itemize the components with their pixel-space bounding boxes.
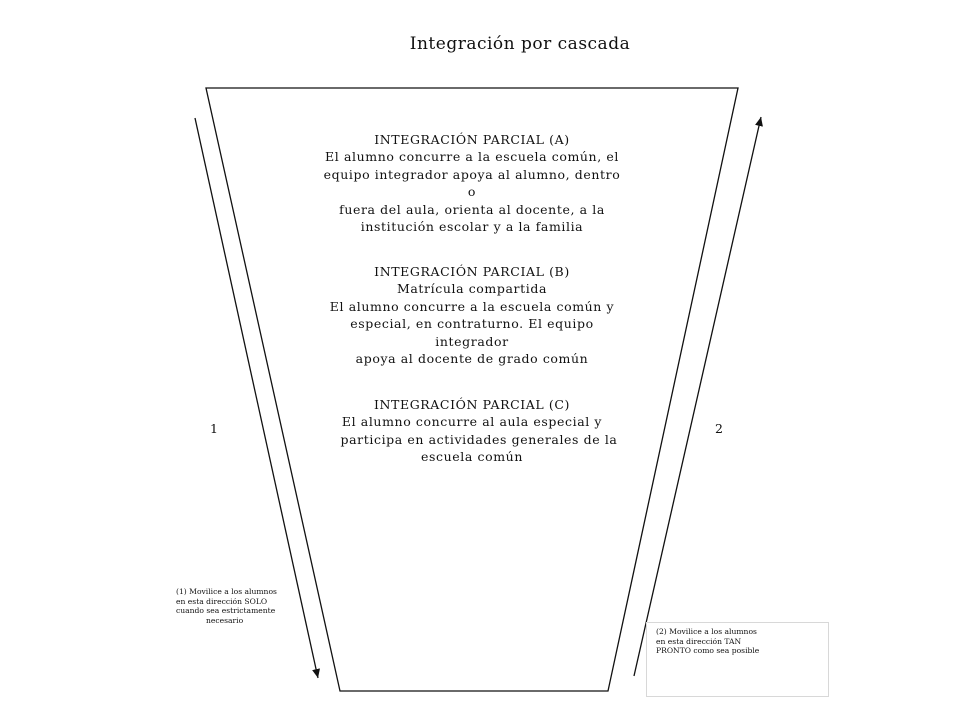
level-b-line: apoya al docente de grado común xyxy=(355,351,589,367)
level-c-line: escuela común xyxy=(421,449,523,465)
level-a-line: El alumno concurre a la escuela común, el xyxy=(325,149,619,165)
right-note-line: PRONTO como sea posible xyxy=(656,646,760,656)
left-note xyxy=(176,587,277,625)
level-a-line: fuera del aula, orienta al docente, a la xyxy=(339,201,605,217)
level-a-line: equipo integrador apoya al alumno, dentro xyxy=(323,166,621,182)
level-c-heading: INTEGRACIÓN PARCIAL (C) xyxy=(373,397,571,412)
left-note-line: cuando sea estrictamente xyxy=(176,606,276,616)
level-b-line: especial, en contraturno. El equipo xyxy=(350,316,594,332)
level-c-line: participa en actividades generales de la xyxy=(340,431,618,447)
level-b-line: integrador xyxy=(435,333,509,349)
right-note-line: (2) Movilice a los alumnos xyxy=(656,627,757,636)
diagram-title: Integración por cascada xyxy=(409,34,631,54)
arrow-1-label: 1 xyxy=(210,421,218,436)
left-note-line: en esta dirección SOLO xyxy=(176,596,268,606)
level-c-block xyxy=(300,396,644,466)
right-note-line: en esta dirección TAN xyxy=(656,636,742,646)
level-c-line: El alumno concurre al aula especial y xyxy=(341,414,603,430)
level-a-block xyxy=(300,131,644,235)
right-note xyxy=(656,627,759,656)
left-note-line: necesario xyxy=(206,615,244,625)
left-note-line: (1) Movilice a los alumnos xyxy=(176,587,277,596)
level-b-line: Matrícula compartida xyxy=(396,281,547,297)
arrow-2-label: 2 xyxy=(715,421,723,436)
level-a-line: o xyxy=(467,184,477,200)
level-b-line: El alumno concurre a la escuela común y xyxy=(329,298,615,314)
level-b-heading: INTEGRACIÓN PARCIAL (B) xyxy=(374,264,570,279)
level-a-heading: INTEGRACIÓN PARCIAL (A) xyxy=(374,132,570,147)
level-a-line: institución escolar y a la familia xyxy=(360,219,584,235)
level-b-block xyxy=(300,263,644,367)
